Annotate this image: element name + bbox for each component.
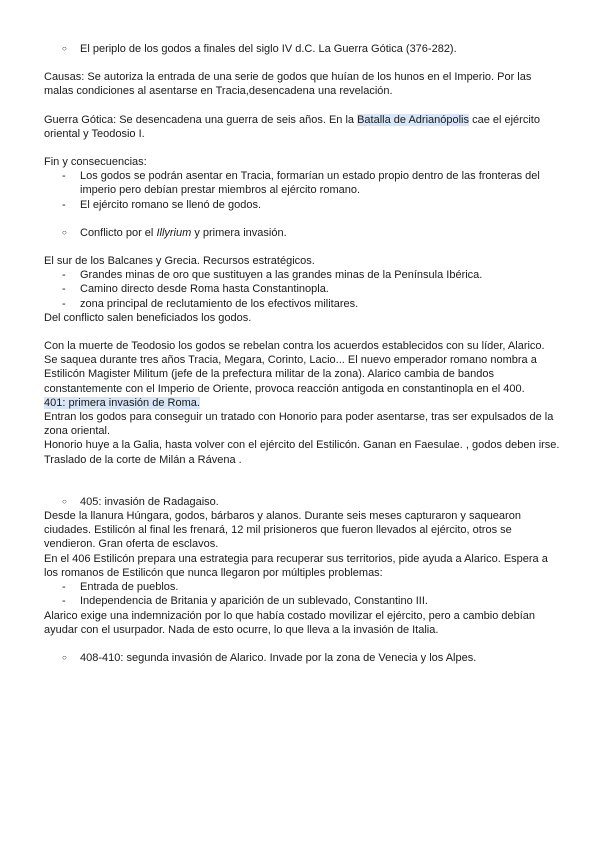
bullet-408-410: ○ 408-410: segunda invasión de Alarico. Invade por la zona de Venecia y los Alpes.: [44, 651, 560, 665]
para-traslado: Traslado de la corte de Milán a Rávena .: [44, 453, 242, 466]
para-guerra-gotica: [44, 113, 560, 141]
para-honorio: Honorio huye a la Galia, hasta volver con el ejército del Estilicón. Ganan en Faesulae. , godos deben irse.: [44, 439, 560, 452]
sur-item-1: - Grandes minas de oro que sustituyen a las grandes minas de la Península Ibérica.: [44, 268, 560, 282]
guerra-text-b: cae el ejército oriental y Teodosio I.: [44, 113, 540, 140]
heading-fin: Fin y consecuencias:: [44, 156, 147, 169]
problem-item-2: - Independencia de Britania y aparición de un sublevado, Constantino III.: [44, 594, 560, 608]
sur-item-3: - zona principal de reclutamiento de los efectivos militares.: [44, 297, 560, 311]
problem-item-1: - Entrada de pueblos.: [44, 580, 560, 594]
highlight-adrianopolis: Batalla de Adrianópolis: [357, 113, 470, 126]
highlight-401: 401: primera invasión de Roma.: [44, 396, 200, 409]
para-406: En el 406 Estilicón prepara una estrategia para recuperar sus territorios, pide ayuda a Alarico. Espera a los romanos de Estilicón que nunca llegaron por múltiples problemas:: [44, 552, 548, 579]
para-causas: Causas: Se autoriza la entrada de una serie de godos que huían de los hunos en el Imperio. Por las malas condiciones al asentarse en Tracia,desencadena una revelación.: [44, 71, 532, 98]
conf-italic: Illyrium: [156, 226, 192, 239]
sur-item-2: - Camino directo desde Roma hasta Constantinopla.: [44, 282, 560, 296]
guerra-text-a: Guerra Gótica: Se desencadena una guerra de seis años. En la: [44, 113, 358, 126]
bullet-405: ○ 405: invasión de Radagaiso.: [44, 495, 560, 509]
para-indemnizacion: Alarico exige una indemnización por lo que había costado movilizar el ejército, pero a cambio debían ayudar con el usurpador. Nada de esto ocurre, lo que lleva a la invasión de Italia.: [44, 609, 536, 636]
bullet-periplo: ○ El periplo de los godos a finales del siglo IV d.C. La Guerra Gótica (376-282).: [44, 42, 560, 56]
bullet-conflicto: [44, 226, 560, 240]
conf-text-b: y primera invasión.: [191, 226, 287, 239]
fin-item-2: - El ejército romano se llenó de godos.: [44, 198, 560, 212]
para-beneficiados: Del conflicto salen beneficiados los godos.: [44, 311, 252, 324]
para-llanura: Desde la llanura Húngara, godos, bárbaros y alanos. Durante seis meses capturaron y saquearon ciudades. Estilicón al final les frenará, 12 mil prisioneros que fueron llevados al ejército, otros se vendieron. Gran oferta de esclavos.: [44, 510, 521, 551]
conf-text-a: Conflicto por el: [80, 226, 157, 239]
para-401: [44, 396, 560, 410]
para-sur: El sur de los Balcanes y Grecia. Recursos estratégicos.: [44, 255, 315, 268]
para-entran: Entran los godos para conseguir un tratado con Honorio para poder asentarse, tras ser expulsados de la zona oriental.: [44, 411, 554, 438]
para-muerte-teodosio: Con la muerte de Teodosio los godos se rebelan contra los acuerdos establecidos con su líder, Alarico. Se saquea durante tres años Tracia, Megara, Corinto, Lacio... El nuevo emperador romano nombra a Estilicón Magister Militum (jefe de la prefectura militar de la zona). Alarico cambia de bandos constantemente con el Imperio de Oriente, provoca reacción antigoda en constantinopla en el 400.: [44, 340, 545, 395]
fin-item-1: - Los godos se podrán asentar en Tracia, formarían un estado propio dentro de las fronteras del imperio pero debían prestar miembros al ejército romano.: [44, 169, 560, 197]
